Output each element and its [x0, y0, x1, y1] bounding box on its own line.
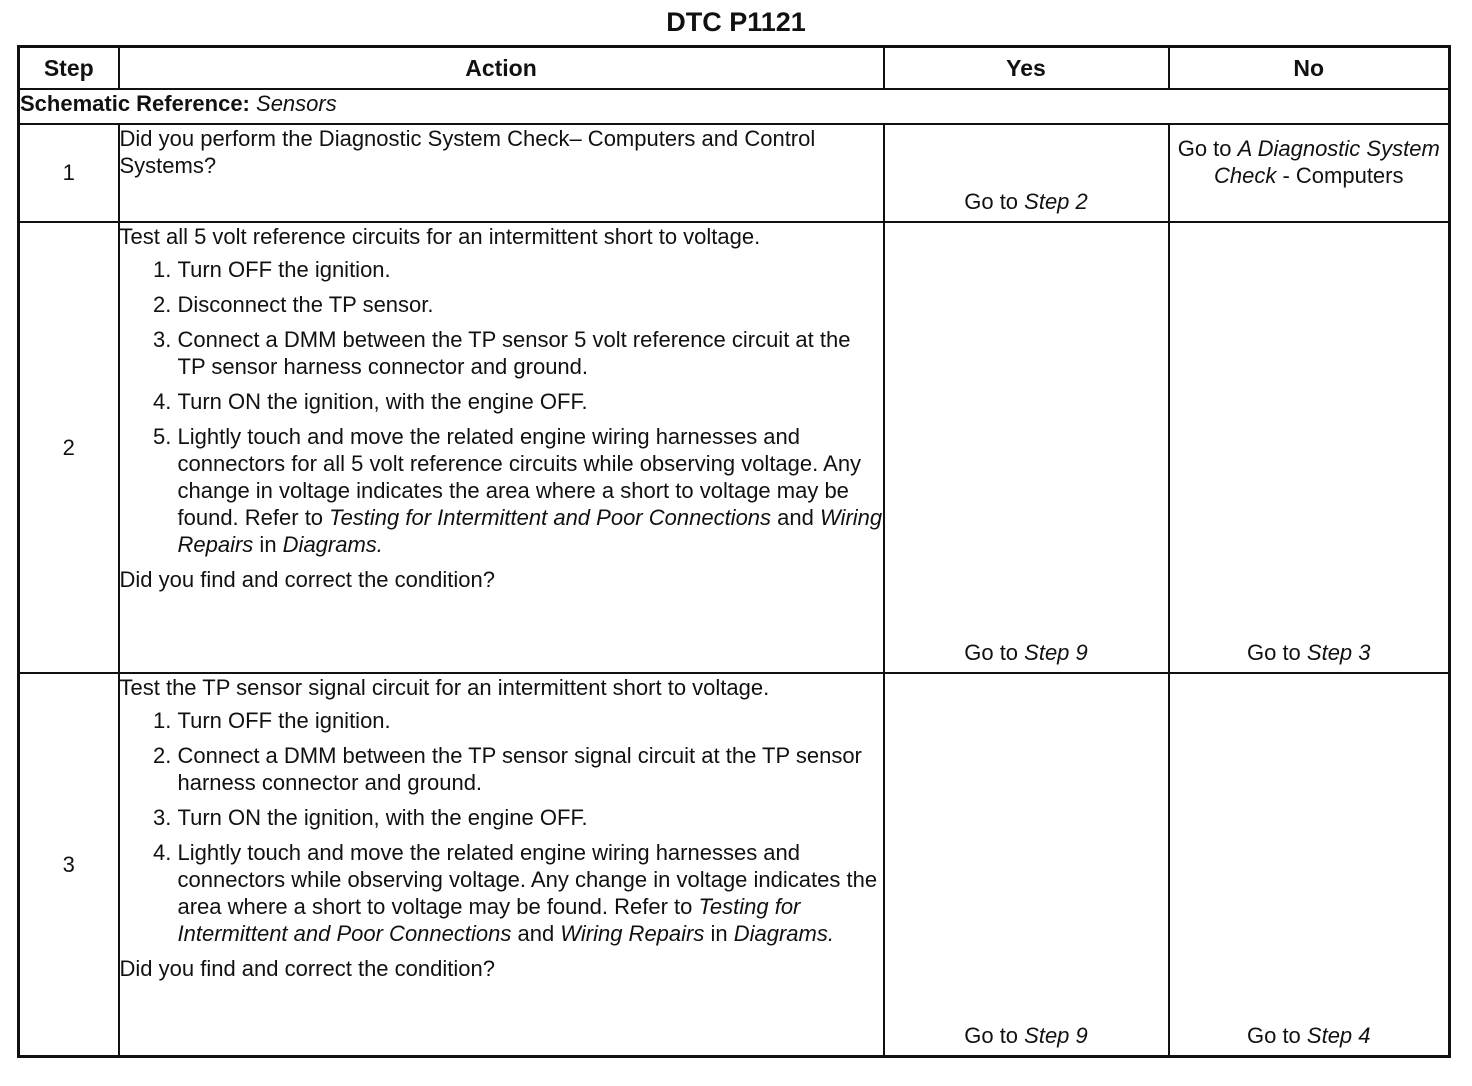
conjunction: and: [771, 504, 820, 530]
goto-link[interactable]: Step 9: [1024, 1023, 1088, 1048]
table-row: [19, 673, 1450, 1057]
list-item: 2. Connect a DMM between the TP sensor signal circuit at the TP sensor harness connector and ground.: [178, 742, 883, 796]
table-row: [19, 124, 1450, 222]
step-number: 2: [19, 222, 119, 673]
list-item: 1. Turn OFF the ignition.: [178, 707, 883, 734]
header-action: Action: [119, 47, 884, 90]
yes-cell: [884, 673, 1169, 1057]
schematic-reference: [19, 89, 1450, 123]
reference-link[interactable]: Wiring Repairs: [560, 920, 705, 946]
step-number: 1: [19, 124, 119, 222]
goto-prefix: Go to: [1177, 135, 1238, 161]
step-number: 3: [19, 673, 119, 1057]
no-cell: [1169, 124, 1450, 222]
yes-goto[interactable]: [885, 188, 1168, 215]
page-title: DTC P1121: [666, 7, 806, 37]
conjunction: in: [704, 920, 734, 946]
list-item: 2. Disconnect the TP sensor.: [178, 291, 883, 318]
action-intro: Test all 5 volt reference circuits for an intermittent short to voltage.: [119, 223, 761, 249]
reference-link[interactable]: Diagrams.: [733, 920, 834, 946]
reference-link[interactable]: Testing for Intermittent and Poor Connections: [329, 504, 772, 530]
list-item: 1. Turn OFF the ignition.: [178, 256, 883, 283]
action-question: Did you find and correct the condition?: [119, 566, 495, 592]
action-cell: [119, 124, 884, 222]
table-row: [19, 222, 1450, 673]
header-yes: Yes: [884, 47, 1169, 90]
list-item-text: Lightly touch and move the related engine wiring harnesses and connectors for all 5 volt reference circuits while observing voltage. Any change in voltage indicates the area where a short to voltage may be found. Refer to: [177, 423, 862, 530]
goto-link[interactable]: Step 2: [1024, 188, 1088, 214]
action-steps-list: [120, 707, 883, 947]
schematic-label: Schematic Reference:: [20, 91, 250, 117]
action-text: Did you perform the Diagnostic System Check– Computers and Control Systems?: [119, 125, 816, 178]
conjunction: and: [511, 920, 561, 946]
list-item: 3. Connect a DMM between the TP sensor 5 volt reference circuit at the TP sensor harness connector and ground.: [178, 326, 883, 380]
yes-goto[interactable]: [885, 639, 1168, 666]
goto-link[interactable]: Step 9: [1024, 639, 1088, 665]
reference-link[interactable]: Diagrams.: [282, 531, 383, 557]
goto-link[interactable]: Step 4: [1306, 1023, 1371, 1048]
goto-prefix: Go to: [1246, 639, 1307, 665]
schematic-value: Sensors: [256, 91, 337, 117]
action-cell: [119, 673, 884, 1057]
yes-goto[interactable]: [885, 1022, 1168, 1049]
schematic-reference-row: [19, 89, 1450, 123]
action-intro: Test the TP sensor signal circuit for an intermittent short to voltage.: [119, 674, 770, 700]
goto-prefix: Go to: [964, 188, 1025, 214]
header-step: Step: [19, 47, 119, 90]
list-item: [178, 839, 883, 947]
list-item-text: Lightly touch and move the related engine wiring harnesses and connectors while observing voltage. Any change in voltage indicates the area where a short to voltage may be found. Refer to: [177, 839, 878, 919]
no-goto[interactable]: [1170, 135, 1449, 189]
action-question: Did you find and correct the condition?: [119, 955, 495, 981]
list-item: 4. Turn ON the ignition, with the engine OFF.: [178, 388, 883, 415]
yes-cell: [884, 222, 1169, 673]
no-goto[interactable]: [1170, 639, 1449, 666]
conjunction: in: [253, 531, 283, 557]
action-cell: [119, 222, 884, 673]
list-item: [178, 423, 883, 558]
reference-link[interactable]: Wiring Repairs: [177, 504, 883, 557]
no-goto[interactable]: [1170, 1022, 1449, 1049]
goto-link[interactable]: A Diagnostic System Check: [1213, 135, 1440, 188]
no-cell: [1169, 222, 1450, 673]
no-cell: [1169, 673, 1450, 1057]
action-steps-list: [120, 256, 883, 558]
yes-cell: [884, 124, 1169, 222]
goto-link[interactable]: Step 3: [1306, 639, 1371, 665]
header-row: [19, 47, 1450, 90]
reference-link[interactable]: Testing for Intermittent and Poor Connections: [177, 893, 801, 946]
goto-prefix: Go to: [964, 639, 1025, 665]
list-item: 3. Turn ON the ignition, with the engine OFF.: [178, 804, 883, 831]
diagnostic-table: [17, 45, 1451, 1058]
goto-prefix: Go to: [964, 1023, 1025, 1048]
header-no: No: [1169, 47, 1450, 90]
goto-suffix: - Computers: [1276, 162, 1404, 188]
goto-prefix: Go to: [1246, 1023, 1307, 1048]
